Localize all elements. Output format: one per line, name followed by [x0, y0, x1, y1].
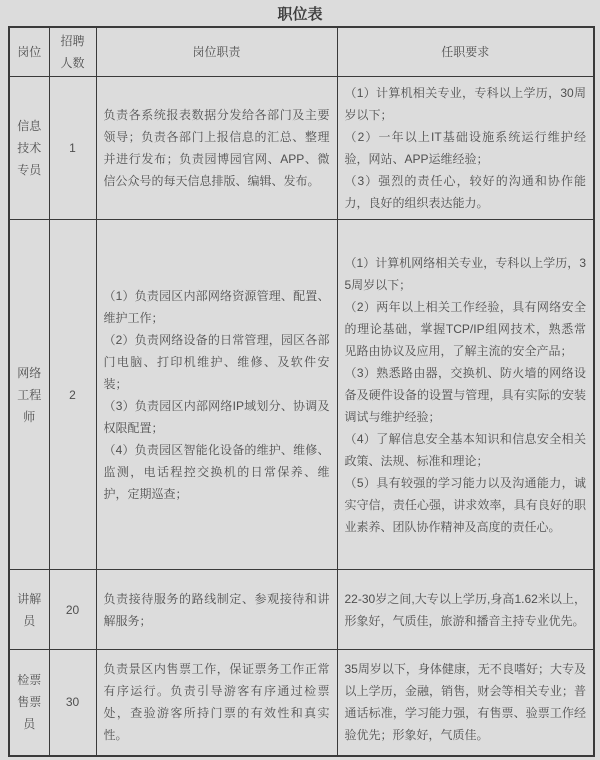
duty-paragraph: （3）负责园区内部网络IP域划分、协调及权限配置；	[103, 398, 330, 435]
header-row	[9, 27, 594, 77]
requirement-paragraph: （4）了解信息安全基本知识和信息安全相关政策、法规、标准和理论；	[344, 431, 586, 468]
requirement-paragraph: （1）计算机网络相关专业，专科以上学历，35周岁以下；	[344, 255, 586, 292]
duties-cell	[96, 570, 337, 650]
col-header-count: 招聘人数	[49, 27, 96, 77]
recruit-count: 2	[49, 220, 96, 570]
requirement-paragraph: （1）计算机相关专业，专科以上学历，30周岁以下；	[344, 86, 586, 122]
page-title: 职位表	[277, 6, 323, 23]
table-row	[9, 650, 594, 756]
duties-cell	[96, 650, 337, 756]
requirement-paragraph: （3）强烈的责任心，较好的沟通和协作能力，良好的组织表达能力。	[344, 174, 586, 210]
positions-table	[8, 26, 595, 757]
position-name: 网络工程师	[9, 220, 49, 570]
duties-cell	[96, 220, 337, 570]
duty-paragraph: （4）负责园区智能化设备的维护、维修、监测，电话程控交换机的日常保养、维护，定期巡查；	[103, 442, 330, 501]
position-name: 信息技术专员	[9, 77, 49, 220]
requirements-cell	[337, 77, 594, 220]
duty-paragraph: 负责各系统报表数据分发给各部门及主要领导；负责各部门上报信息的汇总、整理并进行发布；负责园博园官网、APP、微信公众号的每天信息排版、编辑、发布。	[103, 108, 330, 188]
col-header-requirements: 任职要求	[337, 27, 594, 77]
requirements-cell	[337, 220, 594, 570]
requirement-paragraph: 22-30岁之间,大专以上学历,身高1.62米以上，形象好，气质佳，旅游和播音主持专业优先。	[344, 591, 586, 628]
recruit-count: 20	[49, 570, 96, 650]
duties-cell	[96, 77, 337, 220]
col-header-duties: 岗位职责	[96, 27, 337, 77]
table-row	[9, 220, 594, 570]
recruit-count: 30	[49, 650, 96, 756]
duty-paragraph: （2）负责网络设备的日常管理，园区各部门电脑、打印机维护、维修、及软件安装；	[103, 332, 330, 391]
requirement-paragraph: （5）具有较强的学习能力以及沟通能力，诚实守信，责任心强，讲求效率，具有良好的职业素养、团队协作精神及高度的责任心。	[344, 475, 586, 534]
position-name: 检票售票员	[9, 650, 49, 756]
duty-paragraph: 负责接待服务的路线制定、参观接待和讲解服务；	[103, 591, 330, 628]
requirement-paragraph: 35周岁以下，身体健康，无不良嗜好；大专及以上学历，金融，销售，财会等相关专业；普通话标准，学习能力强，有售票、验票工作经验优先；形象好，气质佳。	[344, 662, 586, 743]
requirements-cell	[337, 570, 594, 650]
duty-paragraph: （1）负责园区内部网络资源管理、配置、维护工作；	[103, 288, 330, 325]
position-name: 讲解员	[9, 570, 49, 650]
duty-paragraph: 负责景区内售票工作，保证票务工作正常有序运行。负责引导游客有序通过检票处，查验游客所持门票的有效性和真实性。	[103, 662, 330, 743]
table-row	[9, 570, 594, 650]
requirements-cell	[337, 650, 594, 756]
col-header-position: 岗位	[9, 27, 49, 77]
requirement-paragraph: （3）熟悉路由器，交换机、防火墙的网络设备及硬件设备的设置与管理，具有实际的安装调试与维护经验；	[344, 365, 586, 424]
recruit-count: 1	[49, 77, 96, 220]
requirement-paragraph: （2）一年以上IT基础设施系统运行维护经验，网站、APP运维经验；	[344, 130, 586, 166]
requirement-paragraph: （2）两年以上相关工作经验，具有网络安全的理论基础，掌握TCP/IP组网技术，熟悉常见路由协议及应用，了解主流的安全产品；	[344, 299, 586, 358]
table-row	[9, 77, 594, 220]
